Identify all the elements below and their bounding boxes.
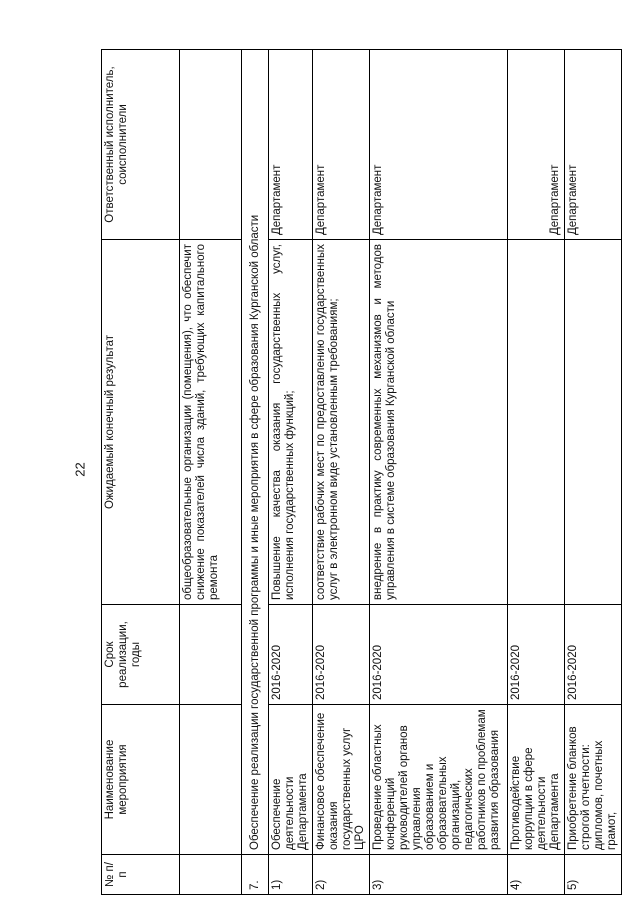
row-result: Повышение качества оказания государственных услуг, исполнения государственных функций; (269, 240, 313, 605)
row-responsible: Департамент (565, 50, 622, 240)
continuation-row (180, 50, 242, 895)
header-num: № п/п (102, 855, 180, 895)
rotated-page (101, 50, 618, 895)
row-term: 2016-2020 (269, 605, 313, 705)
row-num: 3) (370, 855, 508, 895)
table-row (565, 50, 622, 895)
page-number: 22 (72, 462, 88, 477)
row-term: 2016-2020 (565, 605, 622, 705)
header-responsible: Ответственный исполнитель, соисполнители (102, 50, 180, 240)
row-name: Обеспечение деятельности Департамента (269, 705, 313, 855)
row-num: 2) (313, 855, 370, 895)
row-name: Проведение областных конференций руководителей органов управления образованием и образовательных организаций, педагогических работников по проблемам развития образования (370, 705, 508, 855)
row-responsible: Департамент (508, 50, 565, 240)
row-term: 2016-2020 (313, 605, 370, 705)
table-row (313, 50, 370, 895)
row-responsible: Департамент (269, 50, 313, 240)
row-term: 2016-2020 (370, 605, 508, 705)
row-num: 1) (269, 855, 313, 895)
table-row (269, 50, 313, 895)
row-responsible: Департамент (370, 50, 508, 240)
row-result (508, 240, 565, 605)
table-header-row (102, 50, 180, 895)
row-responsible: Департамент (313, 50, 370, 240)
row-result (565, 240, 622, 605)
header-name: Наименование мероприятия (102, 705, 180, 855)
section-num: 7. (242, 855, 269, 895)
continuation-result: общеобразовательные организации (помещения), что обеспечит снижение показателей числа зданий, требующих капитального ремонта (180, 240, 242, 605)
measures-table (101, 49, 622, 895)
row-result: соответствие рабочих мест по предоставлению государственных услуг в электронном виде установленным требованиям; (313, 240, 370, 605)
table-row (370, 50, 508, 895)
header-result: Ожидаемый конечный результат (102, 240, 180, 605)
row-name: Финансовое обеспечение оказания государственных услуг ЦРО (313, 705, 370, 855)
row-term: 2016-2020 (508, 605, 565, 705)
header-term: Срок реализации, годы (102, 605, 180, 705)
row-name: Приобретение бланков строгой отчетности: дипломов, почетных грамот, (565, 705, 622, 855)
row-name: Противодействие коррупции в сфере деятельности Департамента (508, 705, 565, 855)
table-row (508, 50, 565, 895)
section-title: Обеспечение реализации государственной программы и иные мероприятия в сфере образования Курганской области (242, 50, 269, 855)
section-row (242, 50, 269, 895)
row-num: 5) (565, 855, 622, 895)
row-result: внедрение в практику современных механизмов и методов управления в системе образования Курганской области (370, 240, 508, 605)
row-num: 4) (508, 855, 565, 895)
